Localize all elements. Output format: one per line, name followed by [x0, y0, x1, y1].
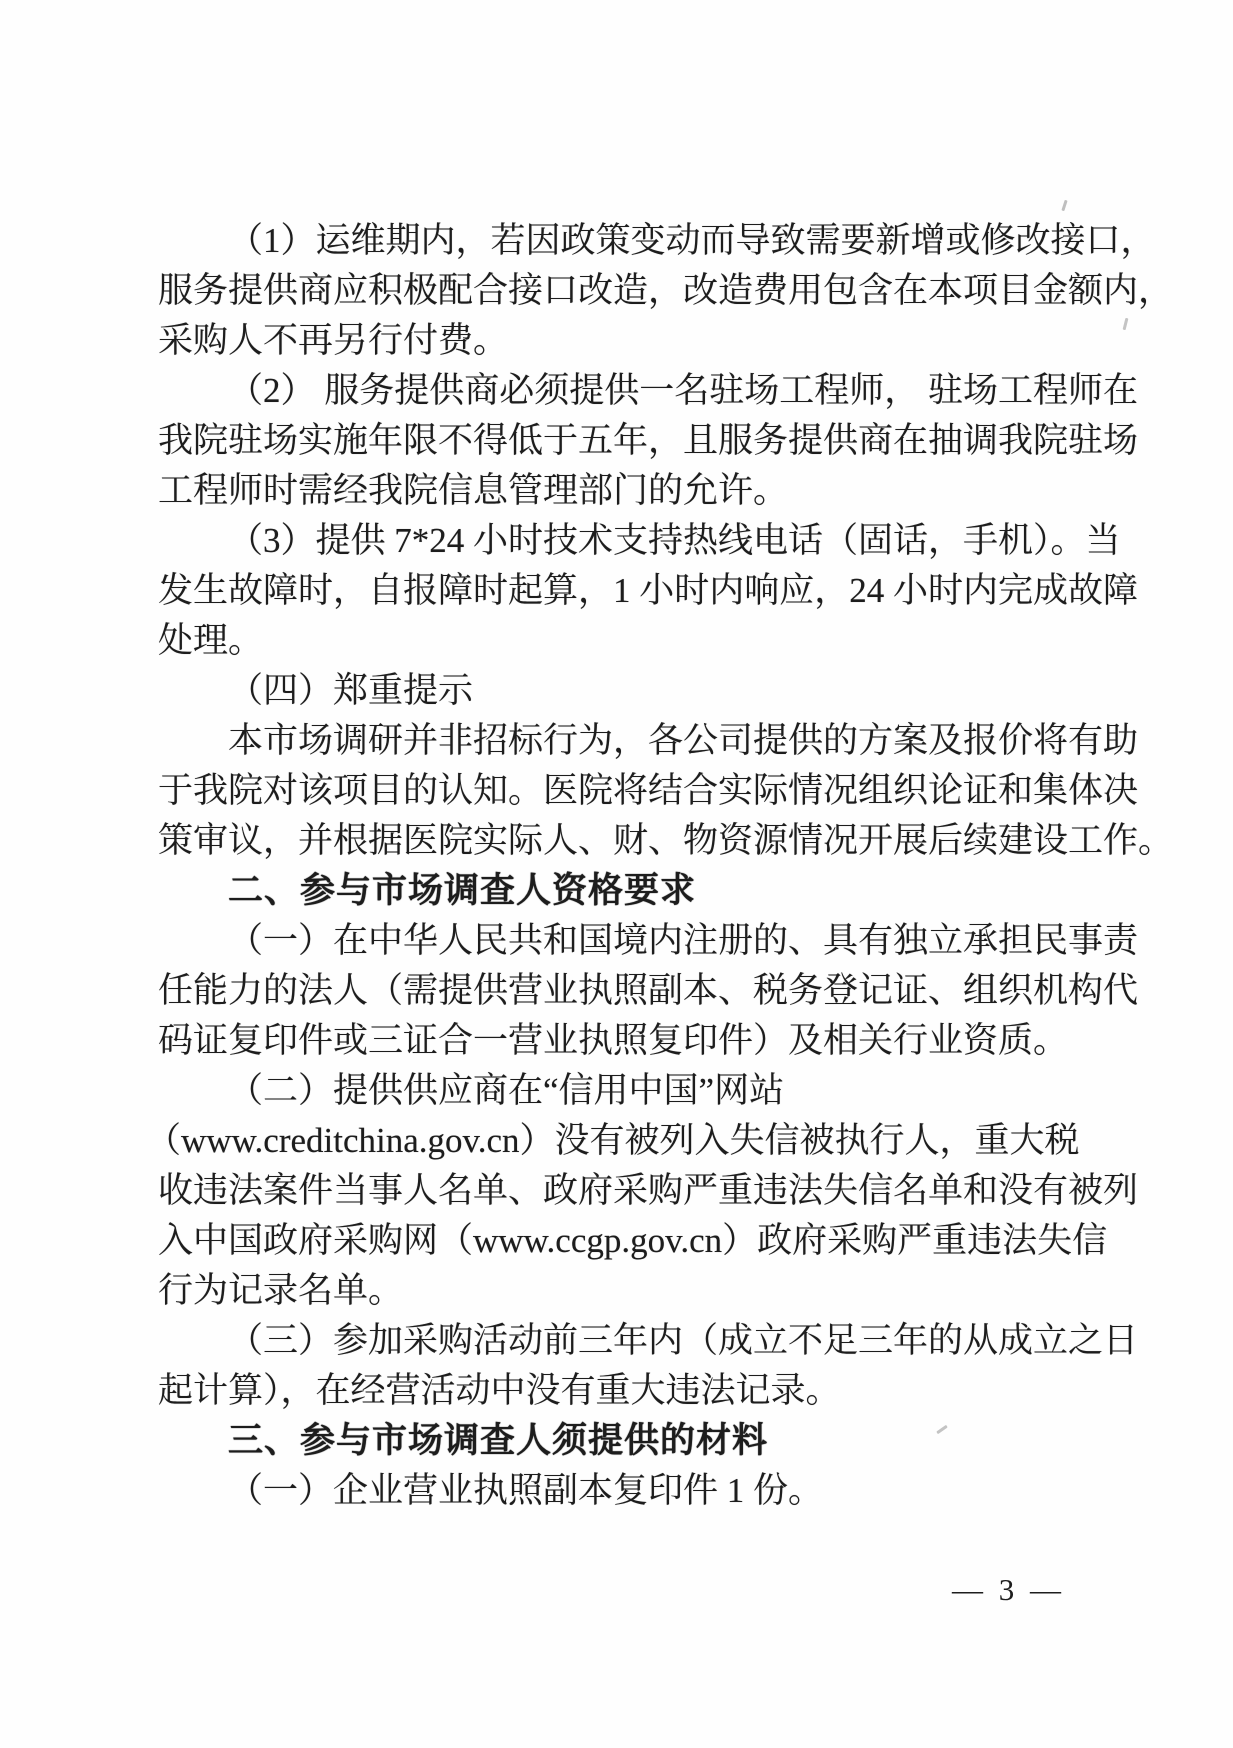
text-line: （2） 服务提供商必须提供一名驻场工程师， 驻场工程师在 — [228, 371, 1139, 410]
text-line: 采购人不再另行付费。 — [158, 321, 509, 360]
text-line: 起计算），在经营活动中没有重大违法记录。 — [158, 1371, 841, 1410]
scan-artifact — [1061, 200, 1067, 211]
text-line: 收违法案件当事人名单、政府采购严重违法失信名单和没有被列 — [158, 1171, 1139, 1210]
subsection-label: （四）郑重提示 — [228, 671, 474, 710]
text-line: 任能力的法人（需提供营业执照副本、税务登记证、组织机构代 — [158, 971, 1139, 1010]
text-line: （一）企业营业执照副本复印件 1 份。 — [228, 1471, 824, 1510]
text-line: （www.creditchina.gov.cn）没有被列入失信被执行人，重大税 — [146, 1121, 1080, 1160]
section-heading: 二、参与市场调查人资格要求 — [228, 871, 697, 910]
text-line: （3）提供 7*24 小时技术支持热线电话（固话，手机）。当 — [228, 521, 1121, 560]
text-line: （一）在中华人民共和国境内注册的、具有独立承担民事责 — [228, 921, 1139, 960]
text-line: 处理。 — [158, 621, 264, 660]
text-line: 我院驻场实施年限不得低于五年，且服务提供商在抽调我院驻场 — [158, 421, 1139, 460]
text-line: （1）运维期内，若因政策变动而导致需要新增或修改接口， — [228, 221, 1156, 260]
section-heading: 三、参与市场调查人须提供的材料 — [228, 1421, 769, 1460]
scan-artifact — [1123, 318, 1129, 330]
page-number: — 3 — — [952, 1572, 1065, 1607]
text-line: 入中国政府采购网（www.ccgp.gov.cn）政府采购严重违法失信 — [158, 1221, 1108, 1260]
text-line: 码证复印件或三证合一营业执照复印件）及相关行业资质。 — [158, 1021, 1069, 1060]
text-line: 策审议，并根据医院实际人、财、物资源情况开展后续建设工作。 — [158, 821, 1174, 860]
text-line: 行为记录名单。 — [158, 1271, 404, 1310]
document-body — [146, 216, 1174, 1516]
text-line: 本市场调研并非招标行为，各公司提供的方案及报价将有助 — [228, 721, 1139, 760]
text-line: （三）参加采购活动前三年内（成立不足三年的从成立之日 — [228, 1321, 1139, 1360]
text-line: 于我院对该项目的认知。医院将结合实际情况组织论证和集体决 — [158, 771, 1139, 810]
text-line: 工程师时需经我院信息管理部门的允许。 — [158, 471, 789, 510]
text-line: 发生故障时，自报障时起算，1 小时内响应，24 小时内完成故障 — [158, 571, 1139, 610]
text-line: （二）提供供应商在“信用中国”网站 — [228, 1071, 785, 1110]
text-line: 服务提供商应积极配合接口改造，改造费用包含在本项目金额内， — [158, 271, 1174, 310]
